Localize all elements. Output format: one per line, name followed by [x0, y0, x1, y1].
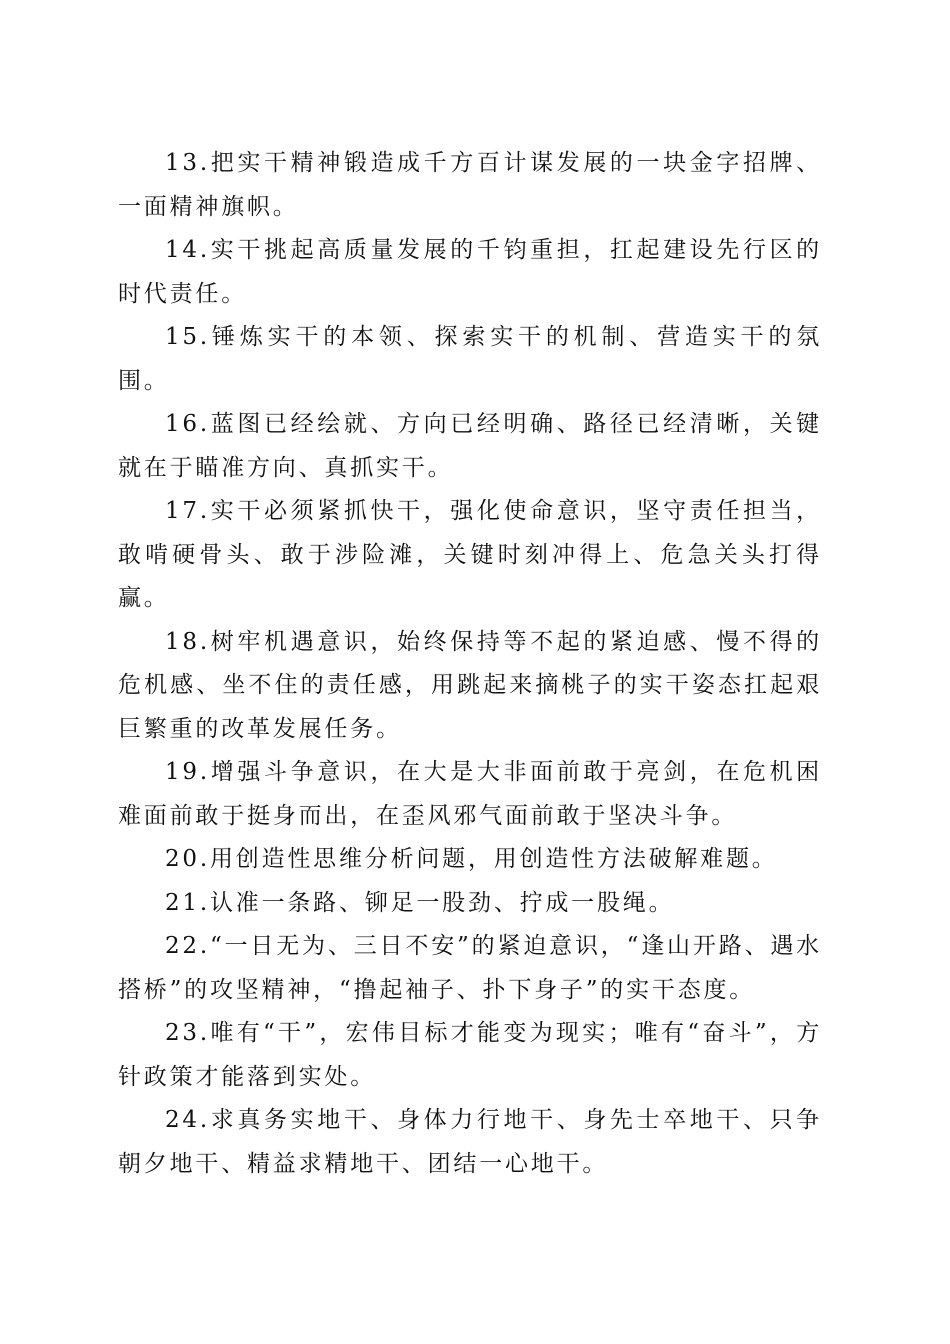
paragraph-17: 17.实干必须紧抓快干，强化使命意识，坚守责任担当，敢啃硬骨头、敢于涉险滩，关键时刻冲得上、危急关头打得赢。	[118, 498, 822, 611]
paragraph-20: 20.用创造性思维分析问题，用创造性方法破解难题。	[165, 846, 778, 872]
paragraph-18: 18.树牢机遇意识，始终保持等不起的紧迫感、慢不得的危机感、坐不住的责任感，用跳起来摘桃子的实干姿态扛起艰巨繁重的改革发展任务。	[118, 628, 822, 742]
paragraph-13: 13.把实干精神锻造成千方百计谋发展的一块金字招牌、一面精神旗帜。	[118, 150, 822, 220]
paragraph-22: 22.“一日无为、三日不安”的紧迫意识，“逢山开路、遇水搭桥”的攻坚精神，“撸起袖子、扑下身子”的实干态度。	[118, 933, 822, 1003]
paragraph-19: 19.增强斗争意识，在大是大非面前敢于亮剑，在危机困难面前敢于挺身而出，在歪风邪气面前敢于坚决斗争。	[118, 759, 822, 829]
paragraph-15: 15.锤炼实干的本领、探索实干的机制、营造实干的氛围。	[118, 324, 822, 394]
paragraph-21: 21.认准一条路、铆足一股劲、拧成一股绳。	[165, 889, 675, 916]
paragraph-16: 16.蓝图已经绘就、方向已经明确、路径已经清晰，关键就在于瞄准方向、真抓实干。	[118, 411, 822, 481]
paragraph-14: 14.实干挑起高质量发展的千钧重担，扛起建设先行区的时代责任。	[118, 237, 822, 307]
document-body	[118, 142, 822, 1186]
paragraph-24: 24.求真务实地干、身体力行地干、身先士卒地干、只争朝夕地干、精益求精地干、团结一心地干。	[118, 1107, 822, 1177]
paragraph-23: 23.唯有“干”，宏伟目标才能变为现实；唯有“奋斗”，方针政策才能落到实处。	[118, 1020, 822, 1090]
